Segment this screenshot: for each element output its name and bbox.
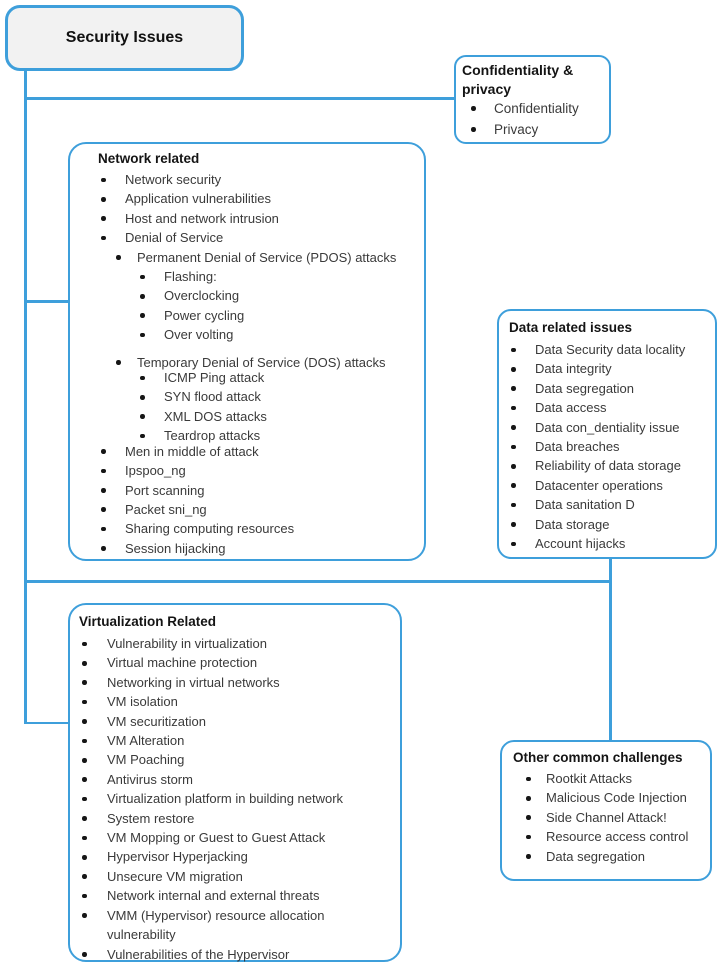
list-item [70,809,394,828]
bullet-icon [82,680,87,685]
list-item-label: Vulnerabilities of the Hypervisor [107,946,290,962]
list-item-label: VM Mopping or Guest to Guest Attack [107,830,326,846]
node-item-list [70,634,394,964]
list-item [499,340,711,359]
bullet-icon [101,469,106,474]
list-item [70,750,394,769]
list-item [502,788,706,807]
connector-to-confidentiality [24,97,456,100]
bullet-icon [82,855,87,860]
list-item [70,228,418,247]
bullet-icon [511,425,516,430]
list-item-label: Hypervisor Hyperjacking [107,849,248,865]
list-item-label: Resource access control [546,829,689,845]
list-item-label: VM isolation [107,694,178,710]
bullet-icon [82,758,87,763]
bullet-icon [82,661,87,666]
list-item-label: Rootkit Attacks [546,771,632,786]
list-item [70,945,394,964]
list-item-label: Data Security data locality [535,342,686,357]
connector-data-to-other-vertical [609,556,612,742]
list-item [462,119,605,140]
list-item [70,770,394,789]
list-item [70,673,394,692]
list-item [70,442,418,461]
list-item-label: Data sanitation D [535,497,635,513]
node-title: Virtualization Related [79,614,217,629]
list-item-label: Teardrop attacks [164,428,261,444]
list-item-label: Datacenter operations [535,477,663,493]
list-item-label: VM securitization [107,713,206,729]
list-item-label: Power cycling [164,307,245,323]
bullet-icon [82,913,87,918]
list-item [70,407,418,426]
list-item [502,827,706,846]
list-item-label: Packet sni_ng [125,501,207,517]
list-item-label: Men in middle of attack [125,443,259,459]
list-item-label: Networking in virtual networks [107,674,280,690]
list-item-label: Unsecure VM migration [107,868,243,884]
bullet-icon [82,719,87,724]
bullet-icon [116,360,121,365]
list-item [499,437,711,456]
bullet-icon [140,395,145,400]
list-item [70,828,394,847]
bullet-icon [82,816,87,821]
node-item-list [70,170,418,558]
list-item-label: SYN flood attack [164,389,261,405]
node-item-list [462,98,605,140]
list-item-label: System restore [107,810,195,826]
list-item-label: Overclocking [164,288,240,304]
list-item-label: Port scanning [125,482,205,498]
node-confidentiality-privacy [454,55,611,144]
list-item [70,170,418,189]
list-item-label: Network security [125,172,222,187]
node-title: Network related [98,151,200,166]
list-item-label: Privacy [494,122,539,137]
list-item [70,368,418,387]
bullet-icon [526,796,531,801]
bullet-icon [526,854,531,859]
bullet-icon [140,414,145,419]
list-item [70,209,418,228]
list-item-label: Ipspoo_ng [125,463,186,479]
list-item-label: Permanent Denial of Service (PDOS) attacks [137,249,397,265]
list-item [499,456,711,475]
list-item-label: Network internal and external threats [107,888,320,904]
list-item [70,692,394,711]
list-item-label: Vulnerability in virtualization [107,636,267,651]
list-item-label: XML DOS attacks [164,408,267,424]
list-item [70,539,418,558]
list-item [70,634,394,653]
bullet-icon [511,503,516,508]
list-item [499,418,711,437]
connector-to-network [24,300,70,303]
list-item-label: Over volting [164,327,234,343]
bullet-icon [140,294,145,299]
bullet-icon [116,255,121,260]
list-item-label: Sharing computing resources [125,521,295,537]
list-item [70,847,394,866]
list-item-label: Session hijacking [125,540,226,556]
list-item [499,379,711,398]
root-node-security-issues [5,5,244,71]
list-item [499,534,711,553]
node-item-list [502,769,706,866]
list-item [70,653,394,672]
bullet-icon [526,835,531,840]
list-item-label: Data con_dentiality issue [535,419,680,435]
list-item-label: Application vulnerabilities [125,191,271,207]
node-other-common-challenges [500,740,712,881]
bullet-icon [82,642,87,647]
connector-to-right-column [24,580,611,583]
list-item [70,886,394,905]
list-item [70,712,394,731]
list-item [462,98,605,119]
list-item [499,476,711,495]
bullet-icon [82,739,87,744]
node-item-list [499,340,711,553]
bullet-icon [511,348,516,353]
connector-to-virtualization [24,722,70,725]
list-item-label: Flashing: [164,269,217,285]
node-title: Data related issues [509,320,633,335]
bullet-icon [140,333,145,338]
list-item-label: Data access [535,400,607,416]
bullet-icon [101,178,106,183]
list-item [70,461,418,480]
list-item-label: Reliability of data storage [535,458,681,474]
list-item-label: VMM (Hypervisor) resource allocation vulnerability [107,907,325,943]
list-item-label: Data segregation [546,848,646,864]
list-item-label: Data storage [535,516,610,532]
bullet-icon [511,445,516,450]
list-item [70,500,418,519]
list-item-label: Host and network intrusion [125,210,279,226]
list-item [70,325,418,344]
bullet-icon [101,527,106,532]
bullet-icon [511,464,516,469]
list-item-label: Confidentiality [494,101,579,116]
list-item-label: Virtual machine protection [107,655,258,671]
bullet-icon [101,488,106,493]
bullet-icon [101,546,106,551]
list-item [502,847,706,866]
list-item [70,267,418,286]
list-item-label: Temporary Denial of Service (DOS) attacks [137,354,386,370]
bullet-icon [82,700,87,705]
node-virtualization-related [68,603,402,962]
list-item-label: Side Channel Attack! [546,809,667,825]
list-item-label: Data integrity [535,361,612,377]
list-item-label: Antivirus storm [107,771,193,787]
bullet-icon [526,777,531,782]
bullet-icon [82,797,87,802]
list-item [70,867,394,886]
list-item-label: Malicious Code Injection [546,790,687,806]
bullet-icon [101,216,106,221]
list-item-label: VM Alteration [107,733,185,749]
list-item [499,495,711,514]
bullet-icon [82,836,87,841]
bullet-icon [101,197,106,202]
list-item [499,398,711,417]
bullet-icon [140,275,145,280]
connector-trunk-vertical [24,70,27,724]
list-item-label: Denial of Service [125,230,224,246]
node-network-related [68,142,426,561]
bullet-icon [140,434,145,439]
bullet-icon [511,542,516,547]
bullet-icon [101,507,106,512]
list-item-label: Data segregation [535,380,635,396]
bullet-icon [511,406,516,411]
list-item [70,906,394,945]
bullet-icon [82,952,87,957]
list-item [70,306,418,325]
list-item [70,387,418,406]
bullet-icon [140,376,145,381]
list-item-label: Virtualization platform in building network [107,791,344,807]
list-item-label: Account hijacks [535,536,626,552]
list-item [70,481,418,500]
list-item [502,769,706,788]
bullet-icon [511,367,516,372]
bullet-icon [140,313,145,318]
list-item-label: Data breaches [535,439,620,455]
list-item [70,731,394,750]
list-item [499,359,711,378]
bullet-icon [101,236,106,241]
bullet-icon [511,522,516,527]
root-node-label: Security Issues [65,29,184,46]
list-item [70,286,418,305]
list-item [502,808,706,827]
bullet-icon [82,894,87,899]
list-item [70,519,418,538]
node-title: Other common challenges [513,750,683,765]
node-data-related-issues [497,309,717,559]
bullet-icon [526,815,531,820]
list-item [70,248,418,267]
bullet-icon [471,106,476,111]
list-item [499,515,711,534]
bullet-icon [101,449,106,454]
list-item-label: VM Poaching [107,752,185,768]
list-item-label: ICMP Ping attack [164,370,265,386]
node-title: Confidentiality & privacy [462,62,574,97]
bullet-icon [82,777,87,782]
list-item [70,789,394,808]
bullet-icon [511,386,516,391]
bullet-icon [471,127,476,132]
bullet-icon [511,483,516,488]
bullet-icon [82,874,87,879]
list-item [70,189,418,208]
